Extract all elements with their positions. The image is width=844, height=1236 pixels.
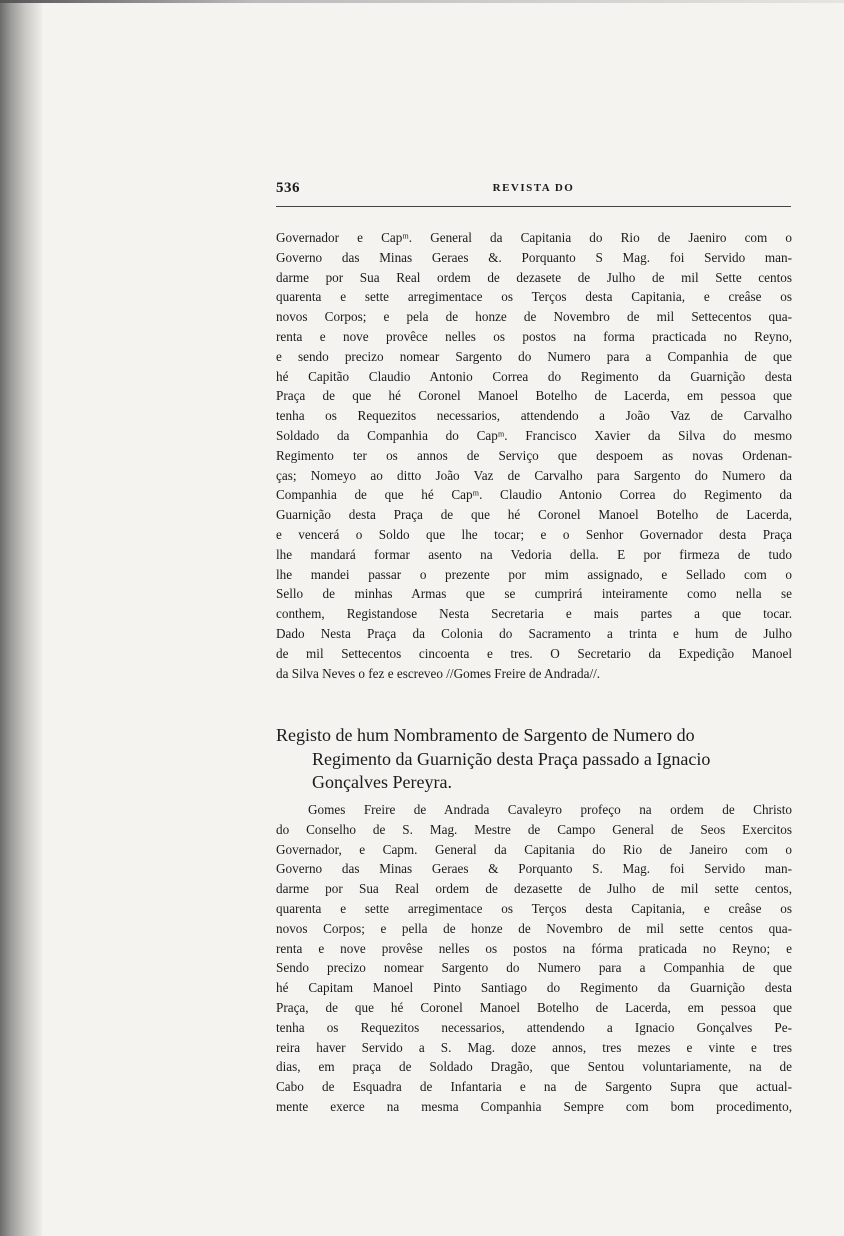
text-line: quarenta e sette arregimentace os Terços desta Capitania, e creâse os	[276, 289, 792, 305]
text-line: Sendo precizo nomear Sargento do Numero para a Companhia de que	[276, 960, 792, 976]
text-line: conthem, Registandose Nesta Secretaria e mais partes a que tocar.	[276, 606, 792, 622]
text-line: Praça, de que hé Coronel Manoel Botelho de Lacerda, em pessoa que	[276, 999, 792, 1015]
text-line: lhe mandei passar o prezente por mim assignado, e Sellado com o	[276, 566, 792, 582]
text-line: Governo das Minas Geraes &. Porquanto S Mag. foi Servido man-	[276, 249, 792, 265]
text-line: Guarnição desta Praça de que hé Coronel Manoel Botelho de Lacerda,	[276, 507, 792, 523]
text-line: quarenta e sette arregimentace os Terços desta Capitania, e creâse os	[276, 900, 792, 916]
text-line: Cabo de Esquadra de Infantaria e na de Sargento Supra que actual-	[276, 1079, 792, 1095]
text-line: novos Corpos; e pella de honze de Novembro de mil sette centos qua-	[276, 920, 792, 936]
text-line: renta e nove provêse nelles os postos na fórma praticada no Reyno; e	[276, 940, 792, 956]
section-heading	[276, 724, 796, 795]
text-line: dias, em praça de Soldado Dragão, que Sentou voluntariamente, na de	[276, 1059, 792, 1075]
page-top-edge	[0, 0, 844, 3]
text-line: novos Corpos; e pela de honze de Novembro de mil Settecentos qua-	[276, 309, 792, 325]
text-line: Praça de que hé Coronel Manoel Botelho de Lacerda, em pessoa que	[276, 388, 792, 404]
text-line: Sello de minhas Armas que se cumprirá inteiramente como nella se	[276, 586, 792, 602]
text-line: Soldado da Companhia do Capᵐ. Francisco Xavier da Silva do mesmo	[276, 427, 792, 443]
text-line: Gomes Freire de Andrada Cavaleyro profeço na ordem de Christo	[308, 802, 792, 817]
text-line: Governador, e Capm. General da Capitania do Rio de Janeiro com o	[276, 841, 792, 857]
text-line: darme por Sua Real ordem de dezasete de Julho de mil Sette centos	[276, 269, 792, 285]
text-line: tenha os Requezitos necessarios, attendendo a João Vaz de Carvalho	[276, 408, 792, 424]
text-line: darme por Sua Real ordem de dezasette de Julho de mil sette centos,	[276, 881, 792, 897]
text-line: e vencerá o Soldo que lhe tocar; e o Senhor Governador desta Praça	[276, 526, 792, 542]
text-line: do Conselho de S. Mag. Mestre de Campo General de Seos Exercitos	[276, 821, 792, 837]
text-line: Companhia de que hé Capᵐ. Claudio Antonio Correa do Regimento da	[276, 487, 792, 503]
text-line: Governo das Minas Geraes & Porquanto S. Mag. foi Servido man-	[276, 861, 792, 877]
header-rule	[276, 206, 791, 207]
page-header	[276, 180, 791, 204]
text-line: ças; Nomeyo ao ditto João Vaz de Carvalho para Sargento do Numero da	[276, 467, 792, 483]
page-number: 536	[276, 180, 300, 196]
text-line: de mil Settecentos cincoenta e tres. O Secretario da Expedição Manoel	[276, 645, 792, 661]
text-line: Regimento ter os annos de Serviço que despoem as novas Ordenan-	[276, 447, 792, 463]
page-gutter-shadow	[0, 0, 42, 1236]
text-line: Governador e Capᵐ. General da Capitania do Rio de Jaeniro com o	[276, 230, 792, 245]
text-line: mente exerce na mesma Companhia Sempre com bom procedimento,	[276, 1098, 792, 1114]
text-line: reira haver Servido a S. Mag. doze annos, tres mezes e vinte e tres	[276, 1039, 792, 1055]
heading-line: Registo de hum Nombramento de Sargento de Numero do	[276, 725, 695, 745]
document-text-section	[276, 800, 792, 1117]
text-line: Dado Nesta Praça da Colonia do Sacramento a trinta e hum de Julho	[276, 625, 792, 641]
heading-line: Regimento da Guarnição desta Praça passado a Ignacio	[312, 748, 711, 769]
text-line: lhe mandará formar asento na Vedoria della. E por firmeza de tudo	[276, 546, 792, 562]
text-line: renta e nove provêce nelles os postos na forma practicada no Reyno,	[276, 328, 792, 344]
text-line: da Silva Neves o fez e escreveo //Gomes Freire de Andrada//.	[276, 665, 601, 681]
text-line: hé Capitam Manoel Pinto Santiago do Regimento da Guarnição desta	[276, 980, 792, 996]
text-line: e sendo precizo nomear Sargento do Numero para a Companhia de que	[276, 348, 792, 364]
text-line: tenha os Requezitos necessarios, attendendo a Ignacio Gonçalves Pe-	[276, 1019, 792, 1035]
document-text-continuation	[276, 228, 792, 683]
heading-line: Gonçalves Pereyra.	[312, 772, 452, 792]
text-line: hé Capitão Claudio Antonio Correa do Regimento da Guarnição desta	[276, 368, 792, 384]
running-head: REVISTA DO	[492, 182, 575, 194]
